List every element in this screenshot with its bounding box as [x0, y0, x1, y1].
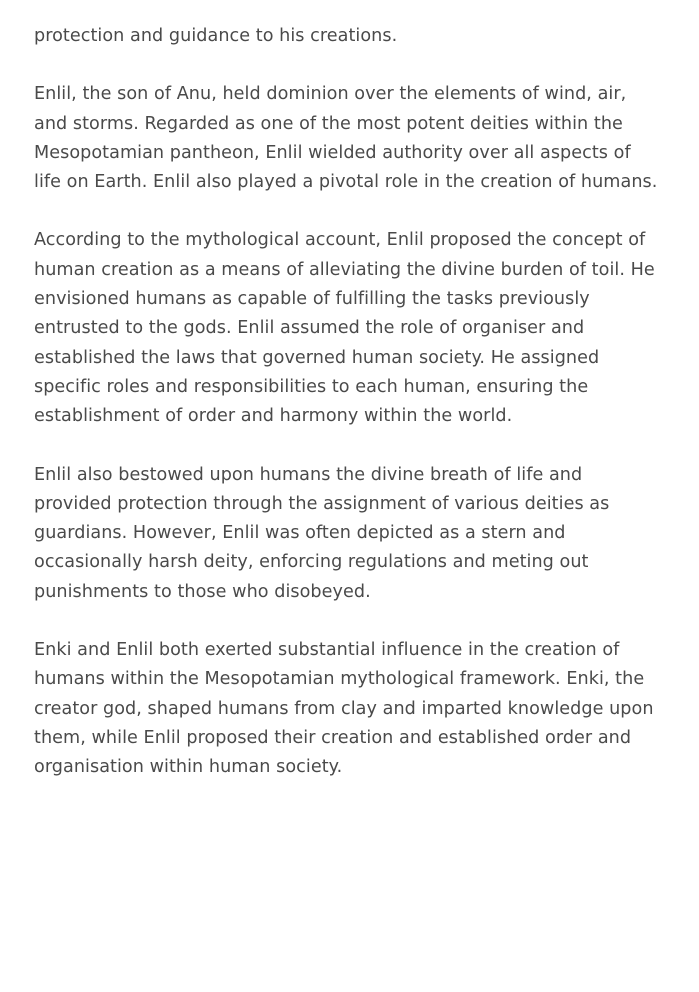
paragraph-enlil-intro: Enlil, the son of Anu, held dominion over the elements of wind, air, and storms. Regarded as one of the most potent deities within the Mesopotamian pantheon, Enlil wielded authority over all aspects of life on Earth. Enlil also played a pivotal role in the creation of humans. — [34, 84, 658, 193]
paragraph-breath-of-life: Enlil also bestowed upon humans the divine breath of life and provided protection through the assignment of various deities as guardians. However, Enlil was often depicted as a stern and occasionally harsh deity, enforcing regulations and meting out punishments to those who disobeyed. — [34, 464, 610, 602]
paragraph-enki-and-enlil: Enki and Enlil both exerted substantial influence in the creation of humans within the Mesopotamian mythological framework. Enki, the creator god, shaped humans from clay and imparted knowledge upon them, while Enlil proposed their creation and established order and organisation within human society. — [34, 640, 654, 778]
paragraph-human-creation: According to the mythological account, Enlil proposed the concept of human creation as a means of alleviating the divine burden of toil. He envisioned humans as capable of fulfilling the tasks previously entrusted to the gods. Enlil assumed the role of organiser and established the laws that governed human society. He assigned specific roles and responsibilities to each human, ensuring the establishment of order and harmony within the world. — [34, 230, 655, 427]
paragraph-continuation: protection and guidance to his creations. — [34, 26, 398, 46]
